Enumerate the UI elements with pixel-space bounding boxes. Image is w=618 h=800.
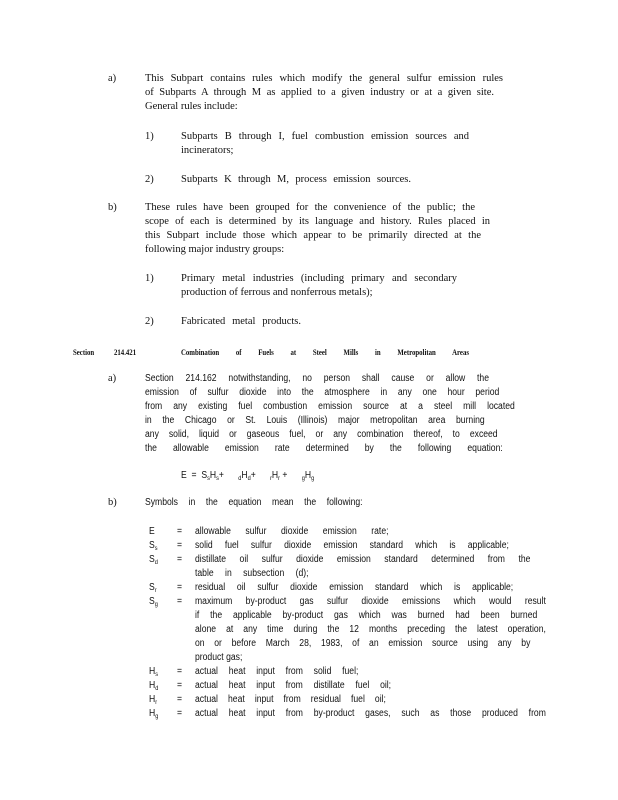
intro-item-a-line-3: General rules include:	[145, 101, 238, 112]
symbol-Sg-def-2: if the applicable by-product gas which was burned had been burned	[195, 610, 538, 621]
section-a-line-5: any solid, liquid or gaseous fuel, or any combination thereof, to exceed	[145, 429, 498, 440]
equation-lhs: E	[181, 470, 187, 481]
symbol-Hs: $H_s$	[149, 666, 159, 678]
intro-b-sub1-line-1: Primary metal industries (including primary and secondary	[181, 273, 457, 284]
symbol-Hd-equals: =	[177, 680, 183, 691]
section-a-line-6: the allowable emission rate determined by the following equation:	[145, 443, 503, 454]
intro-item-a-line-1: This Subpart contains rules which modify the general sulfur emission rules	[145, 73, 503, 84]
symbol-Sg-equals: =	[177, 596, 183, 607]
intro-b-sub1-line-2: production of ferrous and nonferrous metals);	[181, 287, 373, 298]
section-item-b-marker: b)	[108, 497, 117, 508]
symbol-Hr-equals: =	[177, 694, 183, 705]
symbol-Sr: $S_r$	[149, 582, 157, 594]
intro-item-b-line-3: this Subpart include those which appear to be primarily directed at the	[145, 230, 481, 241]
symbol-Hd: $H_d$	[149, 680, 159, 692]
section-b-intro: Symbols in the equation mean the following:	[145, 497, 363, 508]
intro-item-b-marker: b)	[108, 202, 117, 213]
intro-item-b-line-1: These rules have been grouped for the convenience of the public; the	[145, 202, 475, 213]
symbol-Hr-def-1: actual heat input from residual fuel oil;	[195, 694, 386, 705]
emission-equation	[181, 470, 314, 486]
symbol-Hd-def-1: actual heat input from distillate fuel oil;	[195, 680, 392, 691]
intro-a-sub2-marker: 2)	[145, 174, 154, 185]
symbol-Hs-equals: =	[177, 666, 183, 677]
symbol-Hs-def-1: actual heat input from solid fuel;	[195, 666, 359, 677]
intro-b-sub2-marker: 2)	[145, 316, 154, 327]
section-a-line-1: Section 214.162 notwithstanding, no person shall cause or allow the	[145, 373, 489, 384]
intro-item-b-line-4: following major industry groups:	[145, 244, 285, 255]
symbol-Ss-def-1: solid fuel sulfur dioxide emission standard which is applicable;	[195, 540, 509, 551]
symbol-Sg-def-4: on or before March 28, 1983, of an emission source using any by	[195, 638, 531, 649]
intro-a-sub1-line-2: incinerators;	[181, 145, 234, 156]
section-label: Section	[73, 347, 95, 357]
intro-item-a-marker: a)	[108, 73, 117, 84]
section-number: 214.421	[114, 347, 137, 357]
symbol-Sg-def-3: alone at any time during the 12 months preceding the latest operation,	[195, 624, 546, 635]
section-a-line-2: emission of sulfur dioxide into the atmosphere in any one hour period	[145, 387, 500, 398]
intro-b-sub1-marker: 1)	[145, 273, 154, 284]
symbol-Sd: $S_d$	[149, 554, 158, 566]
equation-term-1: $S_sH_s+$	[201, 470, 224, 482]
symbol-Sg-def-1: maximum by-product gas sulfur dioxide emissions which would result	[195, 596, 546, 607]
equation-term-4: $_gH_g$	[301, 470, 315, 482]
section-item-a-marker: a)	[108, 373, 117, 384]
symbol-Sg: $S_g$	[149, 596, 158, 608]
symbol-E-equals: =	[177, 526, 183, 537]
symbol-Sr-def-1: residual oil sulfur dioxide emission standard which is applicable;	[195, 582, 514, 593]
intro-item-a-line-2: of Subparts A through M as applied to a given industry or at a given site.	[145, 87, 494, 98]
symbol-Hg-def-1: actual heat input from by-product gases, such as those produced from	[195, 708, 546, 719]
section-title: Combination of Fuels at Steel Mills in Metropolitan Areas	[181, 347, 469, 357]
symbol-Ss: $S_s$	[149, 540, 158, 552]
symbol-E-def-1: allowable sulfur dioxide emission rate;	[195, 526, 389, 537]
section-a-line-3: from any existing fuel combustion emission source at a steel mill located	[145, 401, 515, 412]
symbol-Sd-equals: =	[177, 554, 183, 565]
equation-term-3: $_rH_r$ +	[270, 470, 288, 482]
symbol-Sd-def-1: distillate oil sulfur dioxide emission standard determined from the	[195, 554, 531, 565]
equation-equals: =	[191, 470, 197, 481]
intro-a-sub2-line-1: Subparts K through M, process emission sources.	[181, 174, 411, 185]
symbol-Sr-equals: =	[177, 582, 183, 593]
intro-b-sub2-line-1: Fabricated metal products.	[181, 316, 301, 327]
symbol-Hg: $H_g$	[149, 708, 159, 720]
symbol-Sd-def-2: table in subsection (d);	[195, 568, 309, 579]
symbol-Hg-equals: =	[177, 708, 183, 719]
intro-item-b-line-2: scope of each is determined by its language and history. Rules placed in	[145, 216, 490, 227]
equation-term-2: $_dH_d+$	[238, 470, 256, 482]
intro-a-sub1-marker: 1)	[145, 131, 154, 142]
symbol-Hr: $H_r$	[149, 694, 158, 706]
section-a-line-4: in the Chicago or St. Louis (Illinois) major metropolitan area burning	[145, 415, 485, 426]
symbol-Sg-def-5: product gas;	[195, 652, 243, 663]
symbol-E: E	[149, 526, 155, 537]
symbol-Ss-equals: =	[177, 540, 183, 551]
intro-a-sub1-line-1: Subparts B through I, fuel combustion emission sources and	[181, 131, 469, 142]
